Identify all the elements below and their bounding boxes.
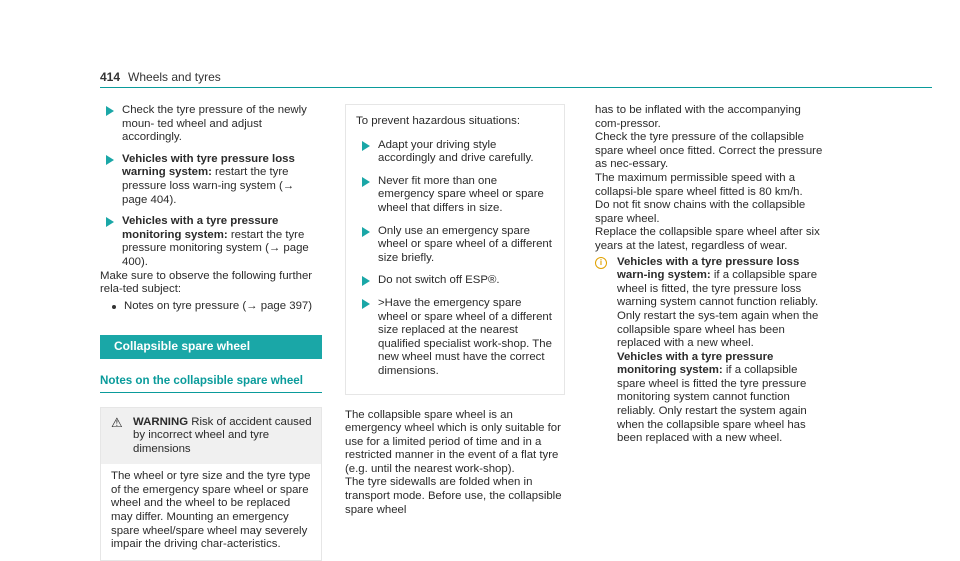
prevention-item: Never fit more than one emergency spare wheel or spare wheel that differs in size. [356,175,554,216]
warning-body: The wheel or tyre size and the tyre type of the emergency spare wheel or spare wheel and the wheel to be replaced may differ. Mounting an emergency spare wheel/spare wheel may severely impair the driving char-acteristics. [111,470,311,551]
page-number: 414 [100,70,121,84]
step-restart-loss-warning: Vehicles with tyre pressure loss warning system: restart the tyre pressure loss warn-ing system (→ page 404). [100,153,322,207]
warning-label: WARNING [133,415,189,428]
step-check-pressure: Check the tyre pressure of the newly moun- ted wheel and adjust accordingly. [100,104,322,145]
prevention-item: Adapt your driving style accordingly and drive carefully. [356,139,554,166]
prevention-item: >Have the emergency spare wheel or spare wheel of a different size replaced at the nearest qualified specialist work-shop. The new wheel must have the correct dimensions. [356,297,554,379]
prevention-item: Do not switch off ESP®. [356,274,554,288]
column-1 [100,104,322,561]
warning-box [100,407,322,561]
arrow-bullet-icon [362,141,370,151]
arrow-bullet-icon [362,276,370,286]
replace-text: Replace the collapsible spare wheel after six years at the latest, regardless of wear. [595,226,820,252]
snow-chains-text: Do not fit snow chains with the collapsible spare wheel. [595,199,806,225]
observe-text: Make sure to observe the following further rela-ted subject: [100,269,313,296]
arrow-bullet-icon [362,299,370,309]
transport-mode-text: The tyre sidewalls are folded when in transport mode. Before use, the collapsible spare wheel [345,476,562,516]
header-rule [100,87,932,88]
check-pressure-text: Check the tyre pressure of the collapsible spare wheel once fitted. Correct the pressure as nec-essary. [595,131,823,171]
warning-head: ⚠ WARNING Risk of accident caused by incorrect wheel and tyre dimensions [101,408,321,465]
page-header [100,71,221,85]
column-2 [345,104,565,517]
arrow-bullet-icon [362,227,370,237]
prevention-intro: To prevent hazardous situations: [356,115,520,127]
warning-triangle-icon: ⚠ [111,414,123,430]
max-speed-text: The maximum permissible speed with a collapsi-ble spare wheel fitted is 80 km/h. [595,171,803,198]
prevention-item: Only use an emergency spare wheel or spare wheel of a different size briefly. [356,225,554,266]
subheading: Notes on the collapsible spare wheel [100,374,322,393]
inflate-text: has to be inflated with the accompanying com-pressor. [595,104,801,130]
section-bar: Collapsible spare wheel [100,335,322,359]
info-icon: i [595,257,607,269]
prevention-box [345,104,565,395]
arrow-bullet-icon [106,106,114,116]
column-3 [595,104,827,446]
arrow-bullet-icon [106,217,114,227]
arrow-bullet-icon [362,177,370,187]
info-note-loss-warning: i Vehicles with a tyre pressure loss warn-ing system: if a collapsible spare wheel is fitted, the tyre pressure loss warning system cannot function reliably. Only restart the sys-tem again when the collapsible spare wheel has been replaced with a new wheel. Vehicles with a tyre pressure monitoring system: if a collapsible spare wheel is fitted the tyre pressure monitoring system cannot function reliably. Only restart the system again when the collapsible spare wheel has been replaced with a new wheel. [595,256,827,446]
spare-wheel-description: The collapsible spare wheel is an emergency wheel which is only suitable for use for a limited period of time and in a restricted manner in the event of a flat tyre (e.g. until the nearest work-shop). [345,408,561,475]
arrow-bullet-icon [106,155,114,165]
step-restart-monitoring: Vehicles with a tyre pressure monitoring system: restart the tyre pressure monitoring system (→ page 400). [100,215,322,269]
related-link-tyre-pressure[interactable]: Notes on tyre pressure (→ page 397) [112,300,322,314]
section-title: Wheels and tyres [128,70,221,84]
